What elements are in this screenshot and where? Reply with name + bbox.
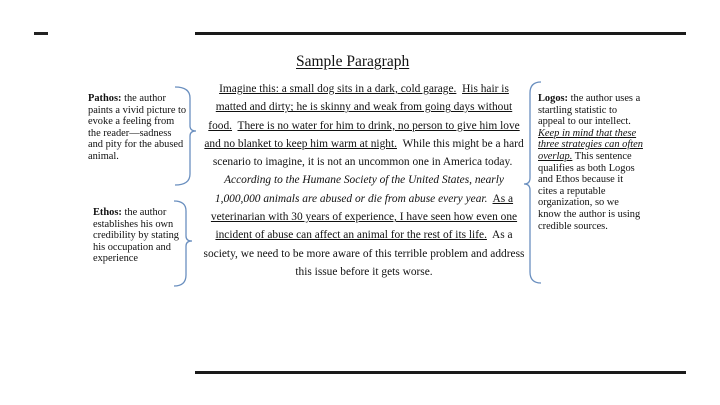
- slide-corner-dash: [34, 32, 48, 35]
- sentence-4: While this might be a hard scenario to imagine, it is not an uncommon one in America today.: [212, 137, 524, 169]
- logos-text-2: This sentence qualifies as both Logos and Ethos because it cites a reputable organization, so we know the author is using credible sources.: [538, 150, 641, 232]
- logos-text: the author uses a startling statistic to appeal to our intellect.: [538, 93, 641, 128]
- sentence-1: Imagine this: a small dog sits in a dark, cold garage.: [219, 83, 457, 95]
- sentence-2: His hair is matted and dirty; he is skinny and weak from going days without food.: [208, 83, 513, 132]
- pathos-annotation: [88, 93, 188, 163]
- sentence-5: According to the Humane Society of the United States, nearly 1,000,000 animals are abused or die from abuse every year.: [214, 174, 504, 205]
- ethos-label: Ethos:: [93, 207, 122, 218]
- sentence-6: As a veterinarian with 30 years of experience, I have seen how even one incident of abuse can affect an animal for the rest of its life.: [210, 192, 518, 242]
- pathos-label: Pathos:: [88, 93, 122, 104]
- sentence-7: As a society, we need to be more aware of this terrible problem and address this issue before it gets worse.: [203, 229, 525, 278]
- top-rule: [195, 32, 686, 35]
- ethos-text: the author establishes his own credibility by stating his occupation and experience: [93, 207, 179, 265]
- ethos-annotation: [93, 207, 181, 265]
- sample-paragraph: [203, 80, 525, 281]
- logos-emphasis: Keep in mind that these three strategies can often overlap.: [538, 127, 643, 162]
- sample-paragraph-title: Sample Paragraph: [296, 53, 410, 70]
- bottom-rule: [195, 371, 686, 374]
- logos-annotation: [538, 93, 643, 232]
- logos-label: Logos:: [538, 93, 569, 104]
- pathos-text: the author paints a vivid picture to evoke a feeling from the reader—sadness and pity for the abused animal.: [88, 93, 187, 162]
- sentence-3: There is no water for him to drink, no person to give him love and no blanket to keep him warm at night.: [204, 119, 520, 150]
